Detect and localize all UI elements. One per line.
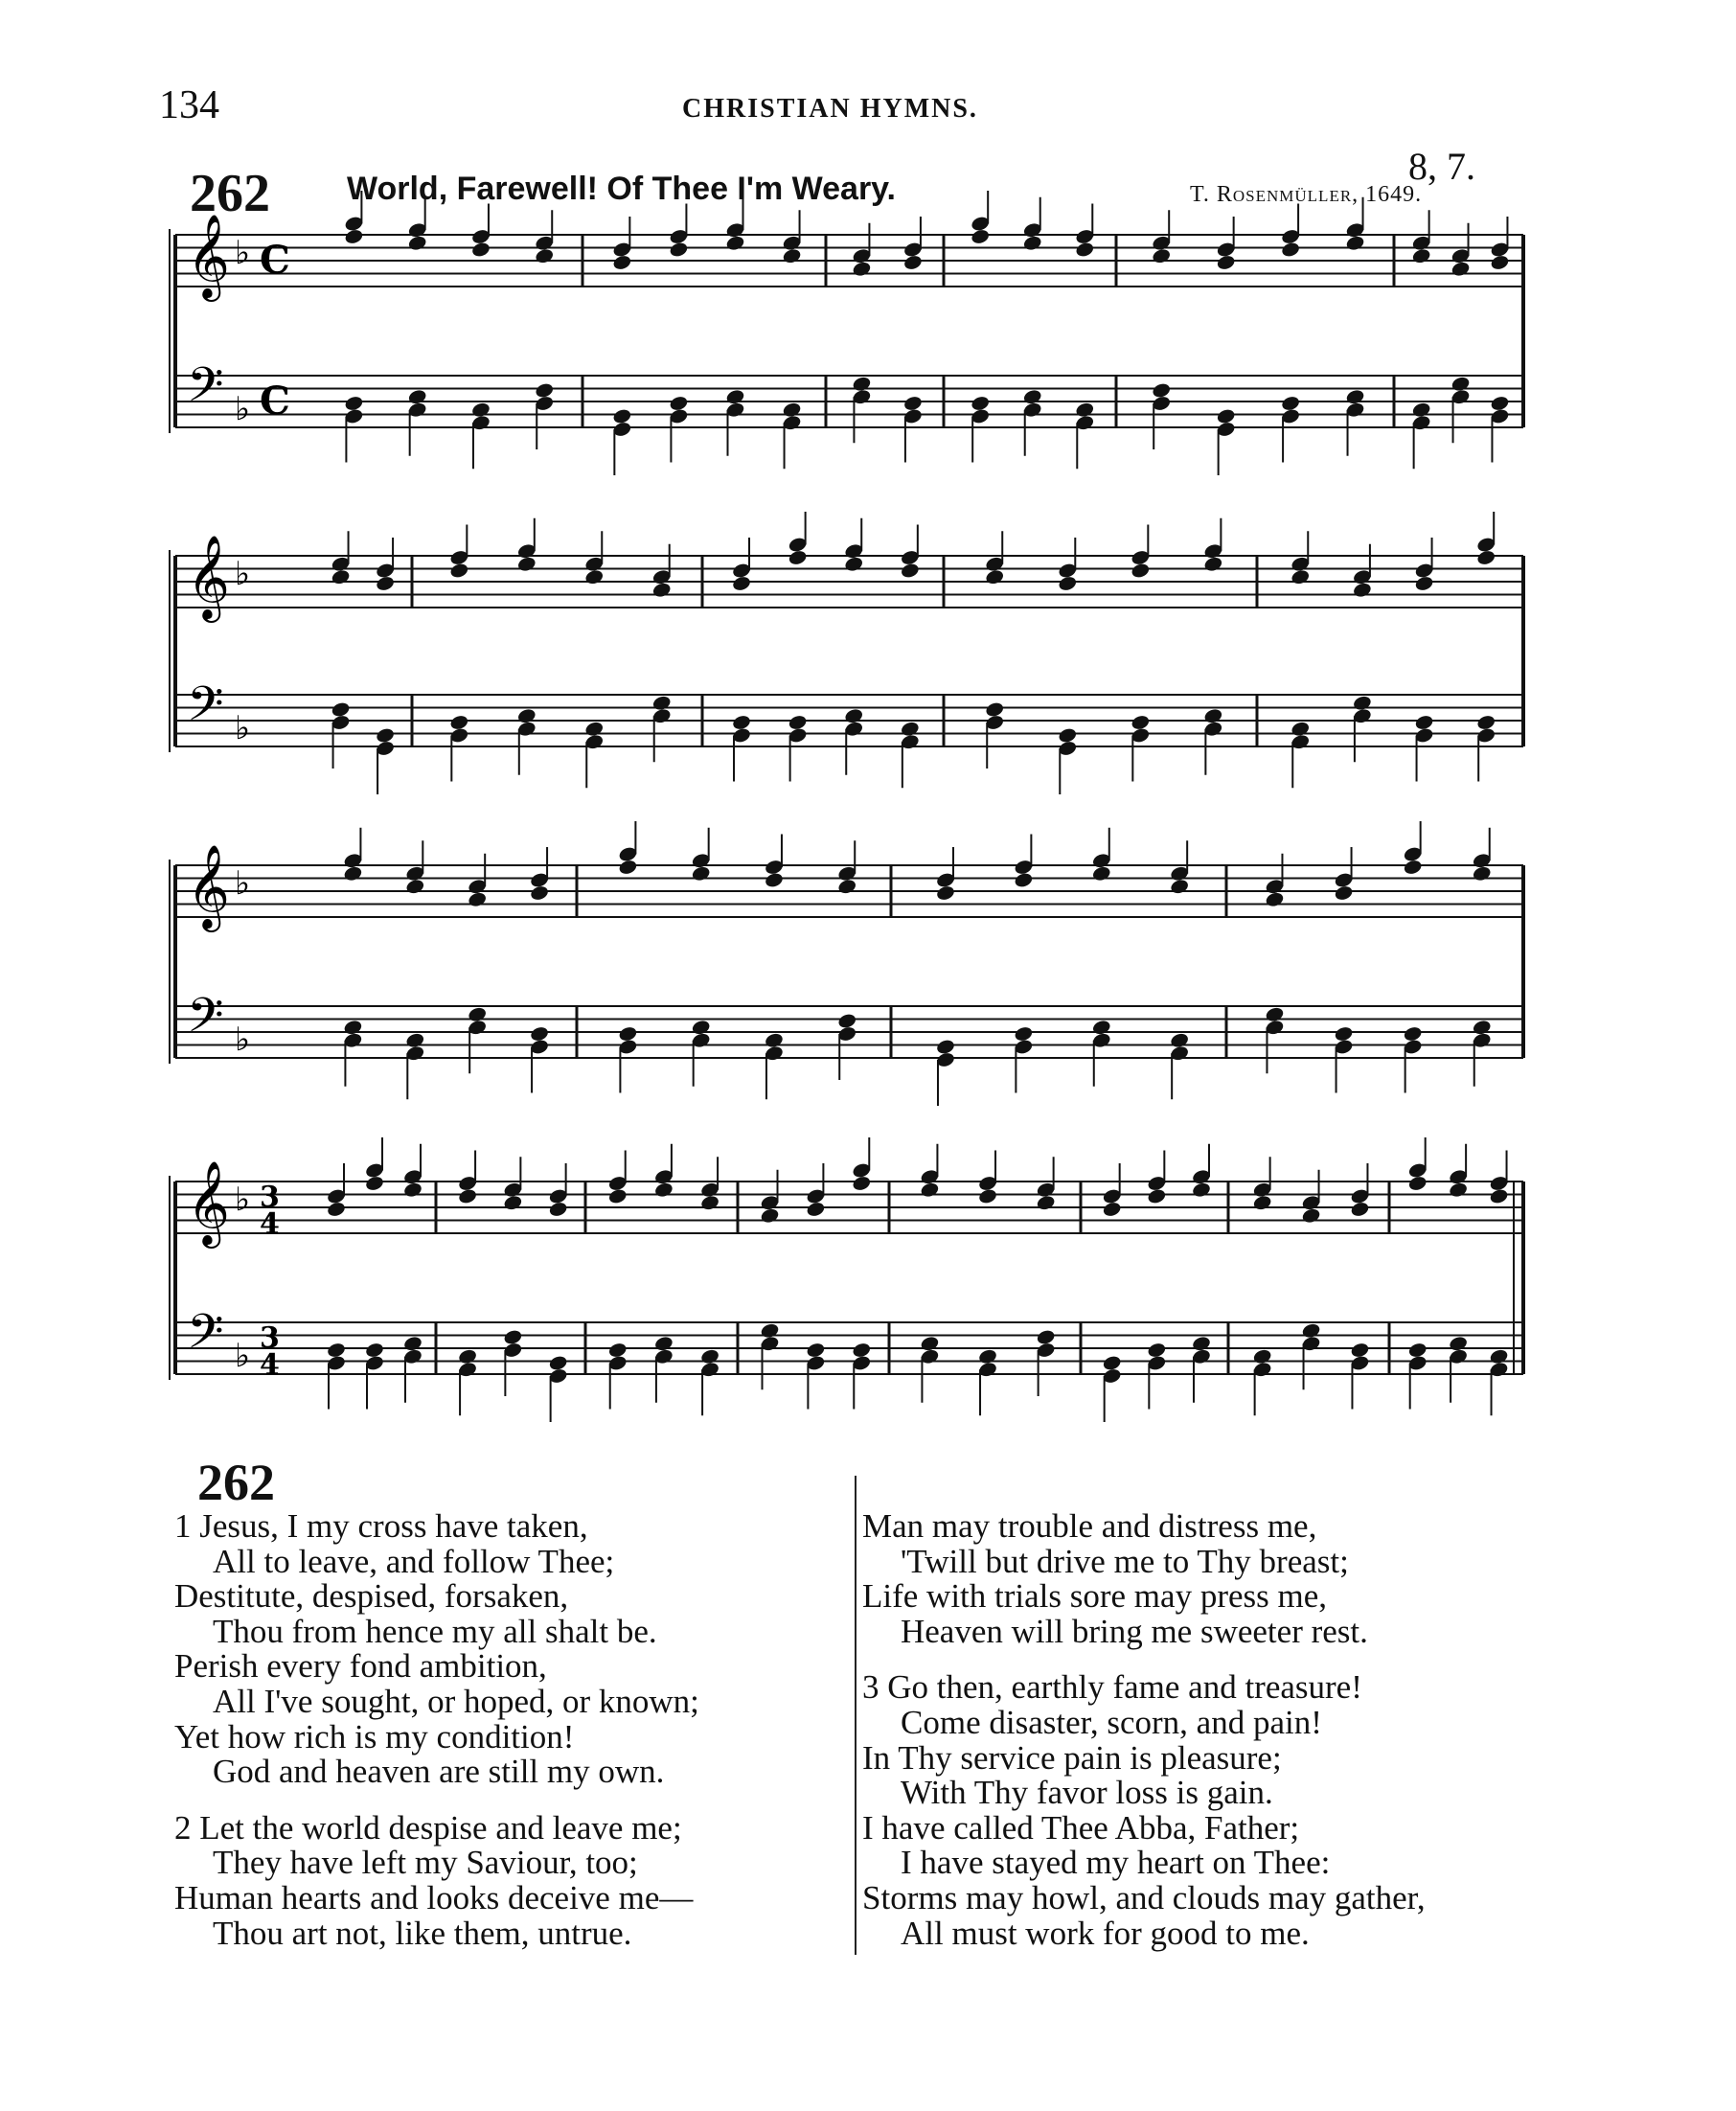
note-head — [1147, 1342, 1167, 1359]
treble-clef: 𝄞 — [187, 843, 230, 929]
note-head — [1490, 254, 1510, 271]
lyric-line: Destitute, despised, forsaken, — [174, 1577, 569, 1616]
note-head — [669, 241, 689, 258]
lyric-line: Thou art not, like them, untrue. — [213, 1914, 632, 1952]
key-signature-flat: ♭ — [235, 1181, 251, 1219]
note-head — [852, 376, 872, 393]
note-head — [788, 714, 808, 731]
lyric-line: All to leave, and follow Thee; — [213, 1542, 615, 1580]
note-head — [607, 1342, 628, 1359]
note-head — [1036, 1328, 1056, 1345]
lyrics-left-column — [174, 1509, 845, 1951]
note-head — [1448, 1182, 1468, 1199]
note-head — [935, 1038, 955, 1055]
note-head — [548, 1201, 568, 1218]
note-head — [405, 878, 425, 895]
note-head — [1403, 859, 1423, 876]
note-head — [1265, 1006, 1285, 1023]
note-head — [402, 1335, 423, 1352]
lyric-line: Human hearts and looks deceive me— — [174, 1878, 694, 1916]
note-head — [1291, 721, 1311, 738]
note-head — [1334, 884, 1354, 902]
note-head — [852, 1175, 872, 1192]
note-head — [529, 884, 549, 902]
note-head — [1291, 568, 1311, 585]
bass-clef: 𝄢 — [187, 677, 224, 744]
note-head — [1450, 376, 1471, 393]
lyric-line: With Thy favor loss is gain. — [901, 1774, 1273, 1812]
note-head — [1350, 1201, 1370, 1218]
time-signature-bottom: 4 — [260, 1207, 280, 1241]
note-head — [407, 388, 427, 405]
note-head — [651, 695, 672, 712]
note-head — [651, 582, 672, 599]
note-head — [920, 1335, 940, 1352]
note-head — [1075, 241, 1095, 258]
note-head — [1091, 865, 1111, 883]
note-head — [760, 1207, 780, 1225]
note-head — [782, 402, 802, 419]
lyric-line: Yet how rich is my condition! — [174, 1717, 575, 1755]
lyric-line: 1 Jesus, I my cross have taken, — [174, 1507, 588, 1545]
time-signature: C — [260, 238, 290, 283]
bass-clef: 𝄢 — [187, 1304, 224, 1371]
key-signature-flat: ♭ — [235, 709, 251, 747]
note-head — [699, 1194, 720, 1211]
note-head — [852, 1342, 872, 1359]
note-head — [457, 1348, 477, 1365]
key-signature-flat: ♭ — [235, 1337, 251, 1375]
note-head — [844, 707, 864, 724]
note-head — [806, 1201, 826, 1218]
note-head — [535, 381, 555, 399]
note-head — [457, 1187, 477, 1205]
note-head — [731, 575, 751, 592]
note-head — [1203, 707, 1223, 724]
note-head — [584, 721, 605, 738]
note-head — [449, 714, 469, 731]
lyric-line: 'Twill but drive me to Thy breast; — [901, 1542, 1349, 1580]
note-head — [402, 1182, 423, 1199]
treble-clef: 𝄞 — [187, 213, 230, 298]
note-head — [470, 402, 491, 419]
note-head — [971, 395, 991, 412]
note-head — [331, 568, 351, 585]
lyric-line: 3 Go then, earthly fame and treasure! — [862, 1668, 1362, 1707]
note-head — [1036, 1194, 1056, 1211]
note-head — [1490, 395, 1510, 412]
note-head — [1169, 1032, 1189, 1049]
note-head — [331, 700, 351, 718]
note-head — [760, 1322, 780, 1340]
note-head — [1472, 1019, 1492, 1036]
text-hymn-number: 262 — [197, 1454, 275, 1511]
note-head — [1014, 1025, 1034, 1043]
note-head — [731, 714, 751, 731]
lyric-line: All must work for good to me. — [901, 1914, 1310, 1952]
note-head — [535, 247, 555, 264]
key-signature-flat: ♭ — [235, 555, 251, 593]
note-head — [503, 1194, 523, 1211]
note-head — [653, 1182, 674, 1199]
note-head — [470, 241, 491, 258]
note-head — [1102, 1201, 1122, 1218]
note-head — [935, 884, 955, 902]
note-head — [1352, 582, 1372, 599]
note-head — [1334, 1025, 1354, 1043]
time-signature: C — [260, 379, 290, 424]
note-head — [468, 1006, 488, 1023]
note-head — [1489, 1348, 1509, 1365]
note-head — [607, 1187, 628, 1205]
note-head — [612, 407, 632, 424]
note-head — [902, 254, 923, 271]
note-head — [364, 1175, 384, 1192]
running-head: CHRISTIAN HYMNS. — [682, 94, 978, 124]
treble-clef: 𝄞 — [187, 1159, 230, 1245]
note-head — [1022, 388, 1042, 405]
note-head — [902, 395, 923, 412]
note-head — [1169, 878, 1189, 895]
key-signature-flat: ♭ — [235, 234, 251, 272]
note-head — [1252, 1194, 1272, 1211]
note-head — [1152, 247, 1172, 264]
bass-clef: 𝄢 — [187, 357, 224, 424]
note-head — [1280, 241, 1300, 258]
note-head — [844, 556, 864, 573]
note-head — [1301, 1207, 1321, 1225]
note-head — [764, 1032, 784, 1049]
note-head — [1058, 726, 1078, 744]
meter: 8, 7. — [1408, 145, 1475, 188]
note-head — [852, 261, 872, 278]
lyric-line: In Thy service pain is pleasure; — [862, 1738, 1282, 1777]
page-number: 134 — [159, 83, 219, 127]
note-head — [503, 1328, 523, 1345]
note-head — [1489, 1187, 1509, 1205]
note-head — [1014, 871, 1034, 888]
note-head — [691, 1019, 711, 1036]
note-head — [1203, 556, 1223, 573]
note-head — [1414, 575, 1434, 592]
note-head — [1403, 1025, 1423, 1043]
note-head — [900, 721, 920, 738]
bass-clef: 𝄢 — [187, 988, 224, 1055]
treble-clef: 𝄞 — [187, 534, 230, 619]
note-head — [669, 395, 689, 412]
lyric-line: They have left my Saviour, too; — [213, 1844, 638, 1882]
note-head — [364, 1342, 384, 1359]
note-head — [788, 549, 808, 566]
note-head — [326, 1201, 346, 1218]
note-head — [1131, 714, 1151, 731]
note-head — [837, 1012, 857, 1029]
note-head — [612, 254, 632, 271]
note-head — [1450, 261, 1471, 278]
note-head — [1352, 695, 1372, 712]
tune-title: World, Farewell! Of Thee I'm Weary. — [347, 171, 897, 207]
note-head — [548, 1354, 568, 1371]
note-head — [1252, 1348, 1272, 1365]
note-head — [653, 1335, 674, 1352]
note-head — [1131, 562, 1151, 579]
lyric-line: Heaven will bring me sweeter rest. — [901, 1612, 1368, 1650]
note-head — [343, 1019, 363, 1036]
note-head — [344, 228, 364, 245]
note-head — [516, 556, 537, 573]
note-head — [1102, 1354, 1122, 1371]
note-head — [344, 395, 364, 412]
note-head — [691, 865, 711, 883]
note-head — [900, 562, 920, 579]
note-head — [1216, 407, 1236, 424]
lyric-line: All I've sought, or hoped, or known; — [213, 1682, 699, 1720]
lyric-line: I have stayed my heart on Thee: — [901, 1844, 1331, 1882]
note-head — [407, 235, 427, 252]
time-signature-bottom: 4 — [260, 1348, 280, 1382]
note-head — [343, 865, 363, 883]
note-head — [699, 1348, 720, 1365]
note-head — [1301, 1322, 1321, 1340]
note-head — [1476, 714, 1496, 731]
note-head — [837, 878, 857, 895]
lyric-line: Storms may howl, and clouds may gather, — [862, 1878, 1426, 1916]
lyrics-right-column — [862, 1509, 1552, 1951]
note-head — [1265, 891, 1285, 908]
note-head — [529, 1025, 549, 1043]
time-signature-top: 3 — [260, 1181, 280, 1214]
note-head — [1191, 1182, 1211, 1199]
note-head — [977, 1348, 997, 1365]
note-head — [1407, 1342, 1428, 1359]
note-head — [375, 726, 395, 744]
lyric-line: I have called Thee Abba, Father; — [862, 1808, 1300, 1847]
note-head — [584, 568, 605, 585]
note-head — [1345, 235, 1365, 252]
column-divider — [855, 1476, 857, 1955]
lyric-line: Man may trouble and distress me, — [862, 1507, 1317, 1545]
note-head — [468, 891, 488, 908]
note-head — [326, 1342, 346, 1359]
note-head — [449, 562, 469, 579]
note-head — [1414, 714, 1434, 731]
lyric-line: Come disaster, scorn, and pain! — [901, 1703, 1322, 1741]
note-head — [516, 707, 537, 724]
note-head — [920, 1182, 940, 1199]
note-head — [1411, 402, 1431, 419]
note-head — [1075, 402, 1095, 419]
note-head — [985, 568, 1005, 585]
composer: T. Rosenmüller, 1649. — [1190, 182, 1423, 207]
note-head — [1472, 865, 1492, 883]
note-head — [1411, 247, 1431, 264]
note-head — [1216, 254, 1236, 271]
note-head — [1147, 1187, 1167, 1205]
note-head — [806, 1342, 826, 1359]
note-head — [1448, 1335, 1468, 1352]
lyric-line: God and heaven are still my own. — [213, 1753, 665, 1791]
note-head — [1022, 235, 1042, 252]
time-signature-top: 3 — [260, 1321, 280, 1355]
note-head — [1058, 575, 1078, 592]
note-head — [618, 859, 638, 876]
key-signature-flat: ♭ — [235, 1021, 251, 1059]
note-head — [1350, 1342, 1370, 1359]
note-head — [405, 1032, 425, 1049]
note-head — [1191, 1335, 1211, 1352]
note-head — [782, 247, 802, 264]
note-head — [985, 700, 1005, 718]
note-head — [1345, 388, 1365, 405]
lyric-line: Thou from hence my all shalt be. — [213, 1612, 657, 1650]
note-head — [1152, 381, 1172, 399]
key-signature-flat: ♭ — [235, 390, 251, 428]
key-signature-flat: ♭ — [235, 864, 251, 903]
hymn-number: 262 — [190, 164, 270, 223]
note-head — [725, 388, 745, 405]
note-head — [1280, 395, 1300, 412]
lyric-line: Perish every fond ambition, — [174, 1647, 547, 1686]
note-head — [375, 575, 395, 592]
note-head — [971, 228, 991, 245]
note-head — [725, 235, 745, 252]
note-head — [1407, 1175, 1428, 1192]
lyric-line: 2 Let the world despise and leave me; — [174, 1808, 682, 1847]
note-head — [977, 1187, 997, 1205]
note-head — [764, 871, 784, 888]
note-head — [1476, 549, 1496, 566]
lyric-line: Life with trials sore may press me, — [862, 1577, 1328, 1616]
note-head — [1091, 1019, 1111, 1036]
note-head — [618, 1025, 638, 1043]
